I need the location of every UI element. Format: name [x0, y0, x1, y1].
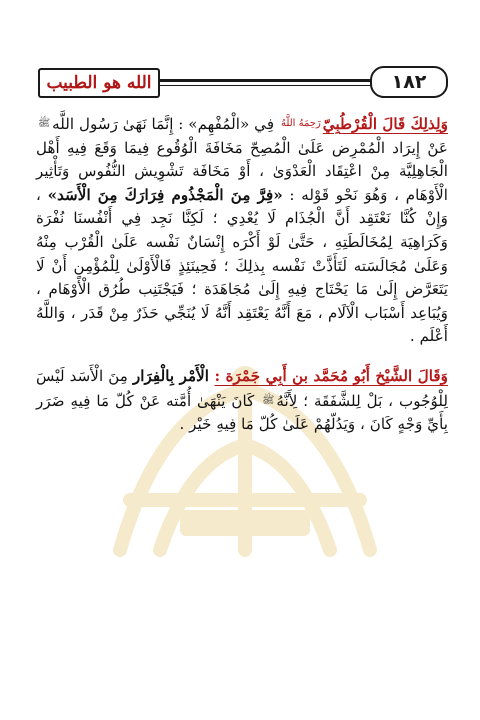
page-header — [38, 66, 448, 96]
paragraph-qurtubi — [36, 112, 448, 349]
paragraph-text: ، وَإِنْ كُنَّا نَعْتَقِد أَنَّ الْجُذَام لَا يُعْدِي ؛ لَكِنَّا نَجِد فِي أَنْفُسنَا نُفْرَة وَكَرَاهِيَة لِمُخَالَطَتِهِ ، حَتَّىٰ لَوْ أَكْرَه إِنْسَانٌ نَفْسه عَلَىٰ الْقُرْب مِنْهُ وَعَلَىٰ مُجَالَسَته لَتَأَذَّتْ نَفْسه بِذلِكَ ؛ فَحِينَئِذٍ فَالْأَوْلَىٰ لِلْمُؤْمِنِ أَنْ لَا يَتَعَرَّض إِلَىٰ مَا يَحْتَاج فِيهِ إِلَىٰ مُجَاهَدَة ؛ فَيَجْتَنِب طُرُق الْأَوْهَام ، وَيُبَاعِد أَسْبَاب الْآلَام ، مَعَ أَنَّهُ يَعْتَقِد أَنَّهُ لَا يُنَجِّي حَذَرٌ مِنْ قَدَر ، وَاللَّهُ أَعْلَم . — [36, 185, 448, 346]
paragraph-text: مِنَ الْأَسَد لَيْسَ لِلْوُجُوب ، بَلْ لِلشَّفَقَة ؛ لِأَنَّهُ — [36, 366, 448, 410]
paragraph-ibn-abi-jamra — [36, 365, 448, 437]
hadith-quote: «فِرَّ مِنَ الْمَجْذُوم فِرَارَكَ مِنَ الْأَسَد» — [47, 185, 283, 204]
paragraph-text: عَنْ إِيرَاد الْمُمْرِض عَلَىٰ الْمُصِحّ مَخَافَةَ الْوُقُوع فِيمَا وَقَعَ فِيهِ أَهْل الْجَاهِلِيَّة مِنْ اعْتِقَاد الْعَدْوَىٰ ، أَوْ مَخَافَة تَشْوِيش النُّفُوس وَتَأْثِير الْأَوْهَام ، وَهُوَ نَحْو قَوْله : — [36, 138, 449, 204]
running-title: الله هو الطبيب — [38, 68, 160, 98]
page-number: ١٨٢ — [370, 66, 448, 98]
bold-phrase: الْأَمْر بِالْفِرَار — [132, 366, 215, 385]
body-text — [36, 112, 448, 437]
salawat-glyph: ﷺ — [262, 394, 275, 406]
salawat-glyph: ﷺ — [38, 118, 51, 129]
quote-attribution-qurtubi: وَلِذلِكَ قَالَ الْقُرْطُبِيّ — [322, 115, 448, 133]
paragraph-text: فِي «الْمُفْهِم» : إِنَّمَا نَهَىٰ رَسُول اللَّه — [52, 115, 279, 133]
quote-attribution-ibn-abi-jamra: وَقَالَ الشَّيْخ أَبُو مُحَمَّد بن أَبِي جَمْرَة : — [214, 366, 448, 385]
honorific-glyph: رَحِمَهُ اللَّهُ — [280, 118, 321, 129]
paragraph-text: كَانَ يَنْهَىٰ أُمَّته عَنْ كُلّ مَا فِيهِ ضَرَر بِأَيِّ وَجْهٍ كَانَ ، وَيَدُلّهُمْ عَلَىٰ كُلّ مَا فِيهِ خَيْر . — [36, 391, 448, 434]
